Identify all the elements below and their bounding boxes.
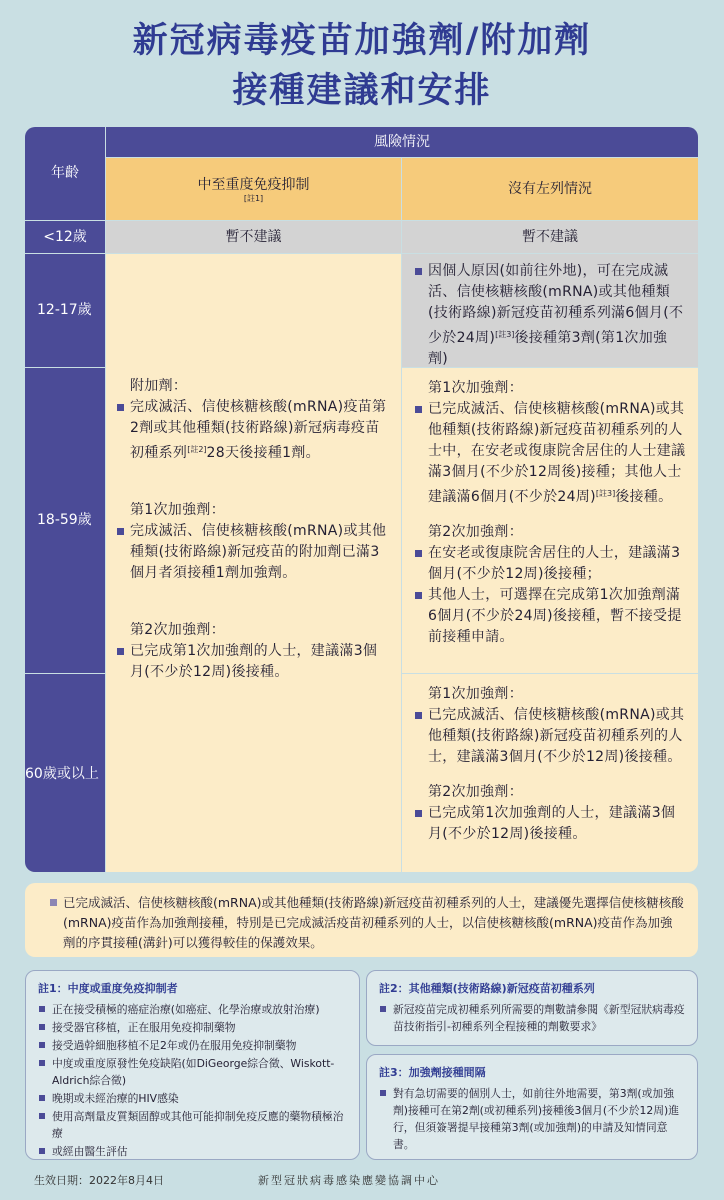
col1-heading-supplementary: 附加劑： [130,378,188,394]
note-3-box [366,1054,698,1160]
teen-col2-item: 因個人原因(如前往外地)，可在完成滅活、信使核糖核酸(mRNA)或其他種類(技術路線)新冠疫苗初種系列滿6個月(不少於24周)[註3]後接種第3劑(第1次加強劑) [414,261,686,370]
col1-title: 中至重度免疫抑制 [197,177,310,193]
page-title [0,16,724,116]
recommendation-box [25,883,698,957]
adult-item-booster-2a: 在安老或復康院舍居住的人士，建議滿3個月(不少於12周)後接種； [414,543,686,585]
note-3-title: 註3：加強劑接種間隔 [379,1066,486,1079]
note-1-item: 正在接受積極的癌症治療(如癌症、化學治療或放射治療) [38,1001,347,1018]
title-line-1: 新冠病毒疫苗加強劑/附加劑 [132,21,592,61]
teen-col2 [402,254,698,367]
note-1-item: 使用高劑量皮質類固醇或其他可能抑制免疫反應的藥物積極治療 [38,1108,347,1142]
adult-col2 [402,368,698,673]
note-3-item: 對有急切需要的個別人士，如前往外地需要，第3劑(或加強劑)接種可在第2劑(或初種系列)接種後3個月(不少於12周)進行，但須簽署提早接種第3劑(或加強劑)的申請及知情同意書。 [379,1085,685,1153]
senior-col2 [402,674,698,872]
age-12-17: 12-17歲 [25,254,105,367]
note-1-item: 接受過幹細胞移植不足2年或仍在服用免疫抑制藥物 [38,1037,347,1054]
col1-note: [註1] [243,194,264,203]
recommendation-text: 已完成滅活、信使核糖核酸(mRNA)或其他種類(技術路線)新冠疫苗初種系列的人士，建議優先選擇信使核糖核酸(mRNA)疫苗作為加強劑接種，特別是已完成滅活疫苗初種系列的人士，以信使核糖核酸(mRNA)疫苗作為加強劑的序貫接種(溝針)可以獲得較佳的保護效果。 [49,893,684,953]
col1-item-booster-1: 完成滅活、信使核糖核酸(mRNA)或其他種類(技術路線)新冠疫苗的附加劑已滿3個月者須接種1劑加強劑。 [116,521,387,584]
col1-item-booster-2: 已完成第1次加強劑的人士，建議滿3個月(不少於12周)後接種。 [116,641,387,683]
note-1-item: 或經由醫生評估 [38,1143,347,1160]
note-1-title: 註1：中度或重度免疫抑制者 [38,982,178,995]
note-2-item: 新冠疫苗完成初種系列所需要的劑數請參閱《新型冠狀病毒疫苗技術指引-初種系列全程接種的劑數要求》 [379,1001,685,1035]
note-1-item: 接受器官移植，正在服用免疫抑制藥物 [38,1019,347,1036]
senior-heading-booster-2: 第2次加強劑： [428,784,524,800]
header-col-immunosuppressed [106,158,401,220]
senior-heading-booster-1: 第1次加強劑： [428,686,524,702]
note-1-item: 晚期或未經治療的HIV感染 [38,1090,347,1107]
age-18-59: 18-59歲 [25,368,105,673]
adult-heading-booster-2: 第2次加強劑： [428,524,524,540]
header-risk: 風險情況 [106,127,698,157]
effective-date: 生效日期：2022年8月4日 [34,1174,164,1187]
age-60-plus: 60歲或以上 [25,674,105,872]
note-1-item: 中度或重度原發性免疫缺陷(如DiGeorge綜合徵、Wiskott-Aldrich綜合徵) [38,1055,347,1089]
adult-heading-booster-1: 第1次加強劑： [428,380,524,396]
title-line-2: 接種建議和安排 [232,71,492,111]
adult-item-booster-2b: 其他人士，可選擇在完成第1次加強劑滿6個月(不少於24周)後接種，暫不接受提前接種申請。 [414,585,686,648]
senior-item-booster-2: 已完成第1次加強劑的人士，建議滿3個月(不少於12周)後接種。 [414,803,686,845]
header-col-others: 沒有左列情況 [402,158,698,220]
col1-heading-booster-1: 第1次加強劑： [130,502,226,518]
col1-body [106,254,401,872]
col1-item-supplementary: 完成滅活、信使核糖核酸(mRNA)疫苗第2劑或其他種類(技術路線)新冠病毒疫苗初種系列[註2]28天後接種1劑。 [116,397,387,464]
under12-col2: 暫不建議 [402,221,698,253]
header-age: 年齡 [25,127,105,220]
note-1-box [25,970,360,1160]
note-2-box [366,970,698,1046]
col1-heading-booster-2: 第2次加強劑： [130,622,226,638]
age-under-12: <12歲 [25,221,105,253]
issuing-center: 新型冠狀病毒感染應變協調中心 [258,1174,440,1187]
under12-col1: 暫不建議 [106,221,401,253]
adult-item-booster-1: 已完成滅活、信使核糖核酸(mRNA)或其他種類(技術路線)新冠疫苗初種系列的人士中，在安老或復康院舍居住的人士建議滿3個月(不少於12周後)接種；其他人士建議滿6個月(不少於24周)[註3]後接種。 [414,399,686,508]
senior-item-booster-1: 已完成滅活、信使核糖核酸(mRNA)或其他種類(技術路線)新冠疫苗初種系列的人士，建議滿3個月(不少於12周)後接種。 [414,705,686,768]
note-2-title: 註2：其他種類(技術路線)新冠疫苗初種系列 [379,982,595,995]
